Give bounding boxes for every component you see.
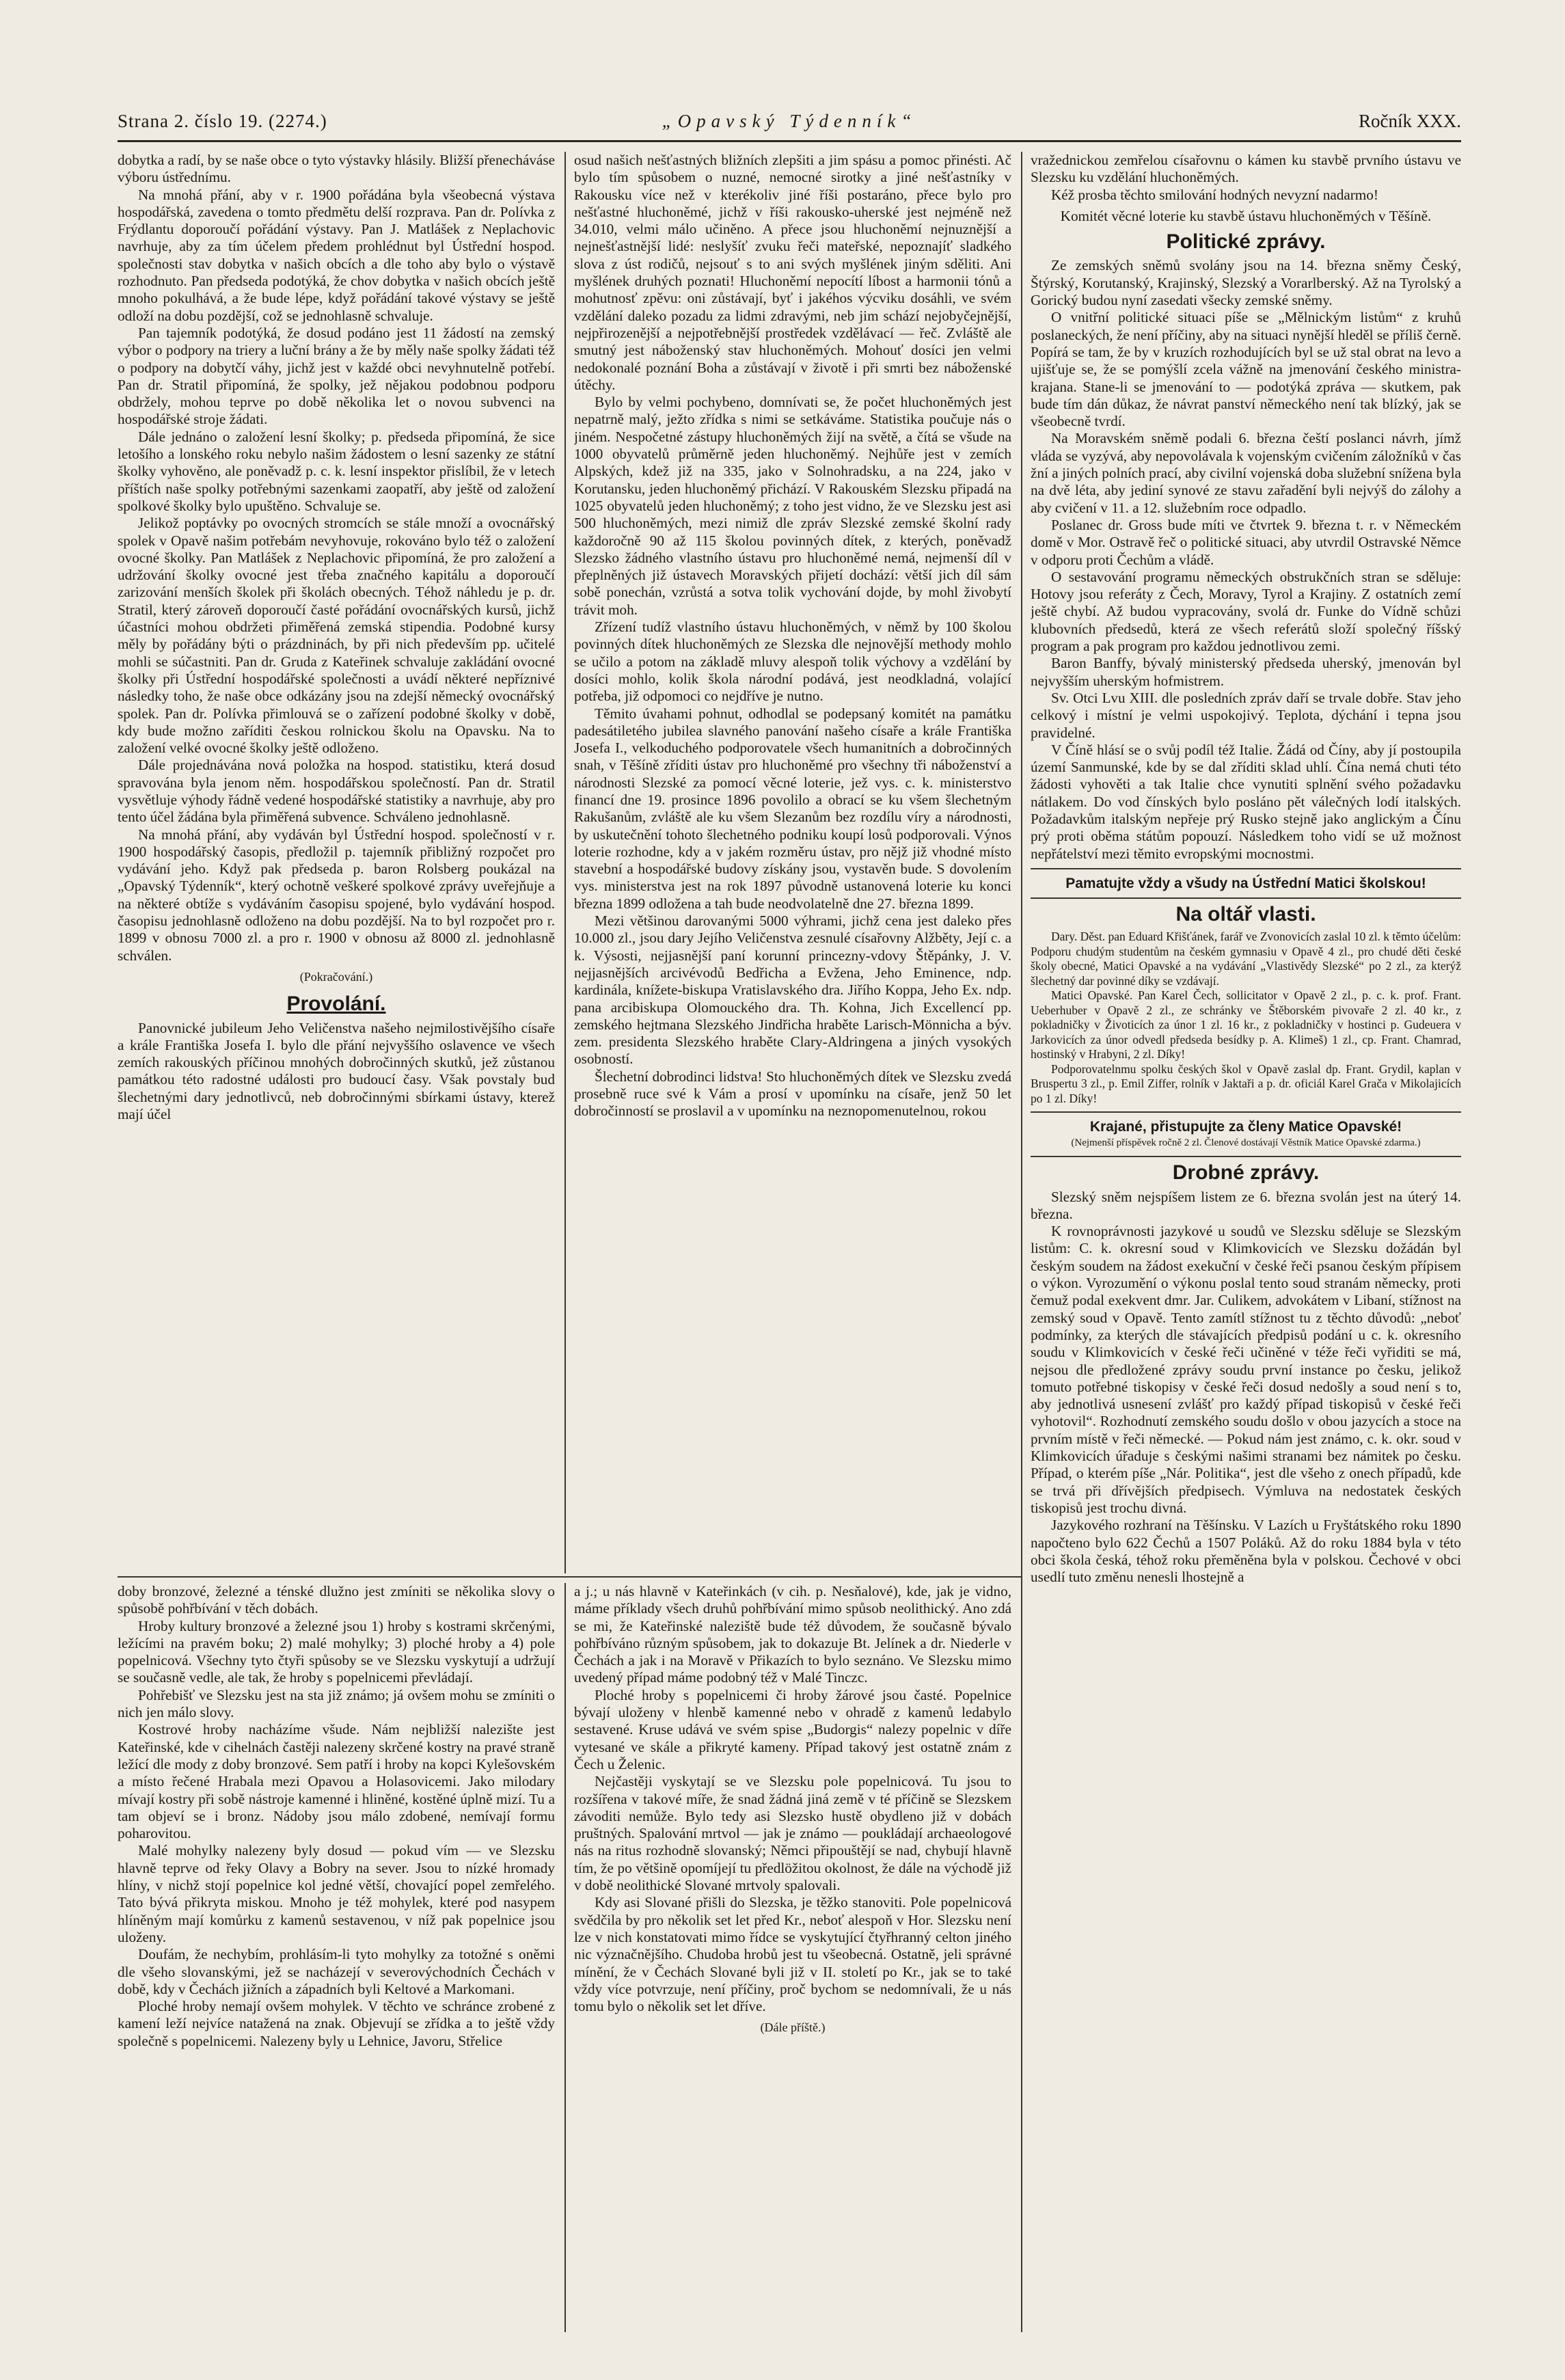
paragraph: Dále jednáno o založení lesní školky; p. předseda připomíná, že sice letošího a lonského roku nebylo našim žádostem o lesní sazenky ze státní školky vyhověno, ale poněvadž p. c. k. lesní inspektor přislíbil, že v letech příštích naše spolky potřebnými sazenkami zaopatří, aby ještě od založení spolkové školky bylo upuštěno. Schvaluje se. [118, 428, 555, 514]
paragraph: Ze zemských sněmů svolány jsou na 14. března sněmy Český, Štýrský, Korutanský, Krajinský, Slezský a Vorarlberský. Až na Tyrolský a Gorický budou nyní zasedati všecky zemské sněmy. [1031, 257, 1461, 309]
paragraph: Ploché hroby nemají ovšem mohylek. V těchto ve schránce zrobené z kamení leží nejvíce natažená na znak. Objevují se zřídka a to ještě vždy společně s popelnicemi. Nalezeny byly u Lehnice, Javoru, Střelice [118, 1998, 555, 2049]
donation-paragraph: Dary. Děst. pan Eduard Křišťánek, farář ve Zvonovicích zaslal 10 zl. k těmto účelům: Podporu chudým studentům na českém gymnasiu v Opavě 4 zl., pro chudé děti české školy obecné, Matici Opavské a na vydávání „Vlastivědy Slezské“ po 2 zl., za kterýž šlechetný dar povinné díky se vzdávají. [1031, 930, 1461, 988]
divider [1031, 1111, 1461, 1113]
paragraph: Slezský sněm nejspíšem listem ze 6. března svolán jest na úterý 14. března. [1031, 1188, 1461, 1222]
komitet-signature: Komitét věcné loterie ku stavbě ústavu hluchoněmých v Těšíně. [1060, 207, 1432, 224]
paragraph: Jelikož poptávky po ovocných stromcích se stále množí a ovocnářský spolek v Opavě našim potřebám nevyhovuje, rokováno bylo též o založení ovocné školky. Pan Matlášek z Neplachovic připomíná, že pro založení a udržování školky ovocné jest třeba značného kapitálu a doporoučí zarizování menších školek při školách obecných. Téhož náhledu je p. dr. Stratil, který zároveň doporoučí časté pořádání ovocnářských kursů, jichž účastníci mohou obdržeti přiměřená zemská stipendia. Podobné kursy měly by pořádány býti o prázdninách, by při nich především pp. učitelé mohli se súčastniti. Pan dr. Gruda z Kateřinek schvaluje zakládání ovocné školky při Ústřední hospodářské společnosti a uvádí některé nepříznivé následky toho, že naše obce odkázány jsou na zdejší německý ovocnářský spolek. Pan dr. Polívka přimlouvá se o zařízení podobné školky v době, kdy bude možno zaříditi českou rolnickou školu na Opavsku. Na to založení velké ovocné školky ještě odloženo. [118, 515, 555, 757]
paragraph: Malé mohylky nalezeny byly dosud — pokud vím — ve Slezsku hlavně teprve od řeky Olavy a Bobry na sever. Jsou to nízké hromady hlíny, v nichž stojí popelnice kol jedné větší, chovající popel zemřelého. Tato bývá přikryta miskou. Mnoho je též mohylek, které pod nasypem hlíněným mají komůrku z kamenů sestavenou, v níž pak popelnice jsou uloženy. [118, 1842, 555, 1945]
donation-paragraph: Podporovatelnmu spolku českých škol v Opavě zaslal dp. Frant. Grydil, kaplan v Bruspertu 3 zl., p. Emil Ziffer, rolník v Jaktaři a p. dr. oficiál Karel Grača v Mikolajicích po 1 zl. Díky! [1031, 1061, 1461, 1105]
lower-column-2 [574, 1583, 1011, 2332]
paragraph: Mezi většinou darovanými 5000 výhrami, jichž cena jest daleko přes 10.000 zl., jsou dary Jejího Veličenstva zesnulé císařovny Alžběty, Její c. a k. Výsosti, nejjasnější paní korunní princezny-vdovy Štěpánky, J. V. nejjasnějších arcivévodů Bedřicha a Evžena, Jeho Eminence, ndp. kardinála, knížete-biskupa Vratislavského dra. Jiřího Koppa, Jeho Ex. ndp. pana arcibiskupa Olomouckého dra. Th. Kohna, Jich Excellencí pp. zemského hejtmana Slezského Jindřicha hraběte Larisch-Mönnicha a býv. zem. presidenta Slezského hraběte Clary-Aldringena a jiných vysokých osobností. [574, 912, 1011, 1068]
paragraph: Jazykového rozhraní na Těšínsku. V Lazích u Fryštátského roku 1890 napočteno bylo 622 Čechů a 1507 Poláků. Až do roku 1884 byla v této obci škola česká, téhož roku přeměněna byla v polskou. Čechové v obci usedlí tuto změnu nenesli lhostejně a [1031, 1517, 1461, 1586]
column-divider [564, 152, 566, 1573]
section-title-politicke-zpravy: Politické zprávy. [1166, 230, 1326, 254]
paragraph: Na mnohá přání, aby v r. 1900 pořádána byla všeobecná výstava hospodářská, zavedena o tomto předmětu delší rozprava. Pan dr. Polívka z Frýdlantu doporoučí pořádání výstavy. Pan J. Matlášek z Neplachovic navrhuje, aby za tím účelem předem prohlédnut byl Ústřední hospod. společnosti stav dobytka v našich obcích a dle toho aby bylo o výstavě rozhodnuto. Pan předseda podotýká, že chov dobytka v našich obcích ještě mnoho pokulhává, a že bude lépe, když pořádání takové výstavy se ještě odloží na dobu pozdější, což se jednohlasně schvaluje. [118, 186, 555, 324]
section-title-drobne-zpravy: Drobné zprávy. [1172, 1161, 1320, 1185]
paragraph: Těmito úvahami pohnut, odhodlal se podepsaný komitét na památku padesátiletého jubilea slavného panování našeho císaře a krále Františka Josefa I., velkoduchého podporovatele všech humanitních a dobročinných snah, v Těšíně zříditi ústav pro hluchoněmé pro všechny tři náboženství a národnosti Slezské za pomocí věcné loterie, jež vys. c. k. ministerstvo financí dne 19. prosince 1896 povolilo a obrací se ku všem šlechetným Rakušanům, zvláště ale ku všem Slezanům bez rozdílu víry a národnosti, by uskutečnění tohoto šlechetného podniku koupí losů podporovali. Výnos loterie rozhodne, kdy a v jakém rozměru ústav, pro nějž již vhodné místo stavební a hospodářské budovy získány jsou, vystavěn bude. S dovolením vys. ministerstva jest na rok 1897 původně ustanovená loterie ku konci března 1899 odložena a tah bude neodvolatelně dne 27. března 1899. [574, 705, 1011, 912]
donation-paragraph: Matici Opavské. Pan Karel Čech, sollicitator v Opavě 2 zl., p. c. k. prof. Frant. Ueberhuber v Opavě 2 zl., ze schránky ve Štěborském pivovaře 2 zl. 40 kr., z pokladničky v Životicích za únor 1 zl. 16 kr., z pokladničky v hostinci p. Gudeuera v Jarkovicích za únor odvedl předseda besídky p. A. Klimeš) 1 zl., cp. Frant. Chamrad, hostinský v Hrabyni, 2 zl. Díky! [1031, 988, 1461, 1061]
paragraph: V Číně hlásí se o svůj podíl též Italie. Žádá od Číny, aby jí postoupila území Sanmunské, kde by se dal zříditi sklad uhlí. Čína nemá chuti této žádosti vyhověti a tak Italie chce vynutiti splnění svého požadavku nátlakem. Do vod čínských bylo posláno pět válečných lodí italských. Požadavkům italským nepřeje prý Rusko stejně jako anglickým a Čínu prý proti oběma státům popouzí. Následkem toho vidí se už možnost nepřátelství mezi těmito evropskými mocnostmi. [1031, 741, 1461, 862]
paragraph: doby bronzové, železné a ténské dlužno jest zmíniti se několika slovy o spůsobě pohřbívání v těch dobách. [118, 1583, 555, 1617]
paragraph: a j.; u nás hlavně v Kateřinkách (v cih. p. Nesňalové), kde, jak je vidno, máme příklady všech druhů pohřbívání mimo spůsob neolithický. Ano zdá se mi, že Kateřinské naleziště bude též důvodem, že současně bývalo pohřbíváno různým spůsobem, jak to dokazuje Bt. Jelínek a dr. Niederle v Čechách a jak i na Moravě v Přikazích to bylo seznáno. Ve Slezsku mimo uvedený případ máme podobný též v Malé Tinczc. [574, 1583, 1011, 1686]
continuation-note: (Dále příště.) [760, 2020, 826, 2035]
paragraph: Zřízení tudíž vlastního ústavu hluchoněmých, v němž by 100 školou povinných dítek hluchoněmých ze Slezska dle nejnovější methody mohlo se učilo a potom na základě mluvy alespoň tolik výchovy a vzdělání by dosíci mohlo, kolik škola národní podává, jest neodkladná, volající potřeba, již odpomoci co nejdříve je nutno. [574, 619, 1011, 705]
paragraph: osud našich nešťastných bližních zlepšiti a jim spásu a pomoc přinésti. Ač bylo tím spůsobem o nuzné, nemocné sirotky a jiné nešťastníky v Rakousku více než v kterékoliv jiné říši postaráno, přece bylo pro nešťastné hluchoněmé, jichž v říši rakousko-uherské jest nejméně než 34.010, velmi málo učiněno. A přece jsou hluchoněmí nejnuznější a nejnešťastnější lidé: neslyšíť zvuku řeči mateřské, nepoznajíť sladkého slova z úst rodičů, nejsouť s to ani svých myšlének jiným sděliti. Ani myšlének druhých poznati! Hluchoněmí nepocítí líbost a harmonii tónů a mohutnosť zpěvu: oni zůstávají, byť i jakéhos výcviku dosáhli, ve svém vzdělání daleko pozadu za lidmi zdravými, neb jim schází nejobyčejnější, nejpřirozenější a nejpotřebnější prostředek vzdělávací — řeč. Zvláště ale smutný jest náboženský stav hluchoněmých. Mohouť dosíci jen velmi nedokonalé poznání Boha a zůstávají v životě i při smrti bez náboženské útěchy. [574, 152, 1011, 393]
paragraph: Hroby kultury bronzové a železné jsou 1) hroby s kostrami skrčenými, ležícími na pravém boku; 2) malé mohylky; 3) ploché hroby a 4) pole popelnicová. Všechny tyto čtyři spůsoby se ve Slezsku vyskytují a udržují se současně vedle, ale tak, že hroby s popelnicemi převládají. [118, 1617, 555, 1686]
page-header [118, 111, 1461, 138]
column-3 [1031, 152, 1461, 2332]
volume-number: Ročník XXX. [1359, 111, 1461, 131]
paragraph: Kostrové hroby nacházíme všude. Nám nejbližší nalezište jest Kateřinské, kde v cihelnách častěji nalezeny skrčené kostry na pravé straně ležící dle mody z doby bronzové. Sem patří i hroby na kopci Kylešovském a místo řečené Hrabala mezi Opavou a Holasovicemi. Jako milodary mívají kostry při sobě nástroje kamenné i hliněné, kostěné úplně mizí. Tu a tam objeví se i bronz. Nádoby jsou málo zdobené, nemívají formu poharovitou. [118, 1721, 555, 1842]
divider [1031, 868, 1461, 869]
column-1 [118, 152, 555, 1573]
paragraph: Dále projednávána nová položka na hospod. statistiku, která dosud spravována byla jenom něm. hospodářskou společností. Pan dr. Stratil vysvětluje výhody řádně vedené hospodářské statistiky a navrhuje, aby pro tento účel žádána byla přiměřená subvence. Schváleno jednohlasně. [118, 757, 555, 826]
paragraph: Poslanec dr. Gross bude míti ve čtvrtek 9. března t. r. v Německém domě v Mor. Ostravě řeč o politické situaci, aby utvrdil Ostravské Němce v odporu proti Čechům a vládě. [1031, 516, 1461, 568]
paragraph: Pohřebišť ve Slezsku jest na sta již známo; já ovšem mohu se zmíniti o nich jen málo slovy. [118, 1686, 555, 1721]
column-divider [564, 1583, 566, 2332]
paragraph: vražednickou zemřelou císařovnu o kámen ku stavbě prvního ústavu ve Slezsku ku vzdělání hluchoněmých. [1031, 152, 1461, 186]
paragraph: Nejčastěji vyskytají se ve Slezsku pole popelnicová. Tu jsou to rozšířena v takové míře, že snad žádná jiná země v té příčině se Slezskem závoditi nemůže. Bylo tedy asi Slezsko hustě obydleno již v dobách pruštných. Spalování mrtvol — jak je známo — poukládají archaeologové nás na ritus rozhodně slovanský; Němci připouštějí se nad, chybují hlavně tím, že po většině opomíjejí tu předlöžitou okolnost, že dále na východě již v době neolithické Slované mrtvoly spalovali. [574, 1773, 1011, 1894]
header-rule [118, 140, 1461, 142]
paragraph: O sestavování programu německých obstrukčních stran se sděluje: Hotovy jsou referáty z Čech, Moravy, Tyrol a Krajiny. Z ostatních zemí ještě chybí. Až budou vypracovány, svolá dr. Funke do Vídně schůzi klubovních předsedů, která ze všech referátů složí společný říšský program a pak program pro každou jednotlivou zemi. [1031, 568, 1461, 655]
paragraph: O vnitřní politické situaci píše se „Mělnickým listům“ z kruhů poslaneckých, že není příčiny, aby na situaci nynější hleděl se příliš černě. Popírá se tam, že by v kruzích rozhodujících byl se už stal obrat na levo a ujišťuje se, že se pomýšlí zcela vážně na jmenování českého ministra-krajana. Stane-li se jmenování to — podotýká zpráva — skutkem, pak bude tím dán důkaz, že návrat panství německého není tak blízký, jak se všeobecně tvrdí. [1031, 309, 1461, 430]
paragraph: Šlechetní dobrodinci lidstva! Sto hluchoněmých dítek ve Slezsku zvedá prosebně ruce své k Vám a prosí v upomínku na císaře, jenž 50 let dobročinností se proslavil a v upomínku na neznopomenutelnou, rokou [574, 1068, 1011, 1120]
paragraph: Na mnohá přání, aby vydáván byl Ústřední hospod. společností v r. 1900 hospodářský časopis, předložil p. tajemník přibližný rozpočet pro vydávání jeho. Když pak předseda p. baron Rolsberg poukázal na „Opavský Týdenník“, který ochotně veškeré spolkové zprávy uveřejňuje a na některé obtíže s vydáváním časopisu spojené, bylo vydávání hospod. časopisu jednohlasně odloženo na dobu pozdější. Na to byl rozpočet pro r. 1899 v obnosu 7000 zl. a pro r. 1900 v obnosu až 8000 zl. jednohlasně schválen. [118, 826, 555, 964]
divider [1031, 897, 1461, 899]
krajane-appeal: Krajané, přistupujte za členy Matice Opavské! [1089, 1119, 1402, 1135]
divider [1031, 1156, 1461, 1157]
horizontal-divider [118, 1576, 1021, 1578]
paragraph: K rovnoprávnosti jazykové u soudů ve Slezsku sděluje se Slezským listům: C. k. okresní soud v Klimkovicích ve Slezsku dožádán byl českým soudem na žádost exekuční v české řeči psanou českým přípisem o výkon. Vyrozumění o výkonu poslal tento soud stranám německy, proti čemuž podal exekvent dmr. Jar. Culikem, advokátem v Libaní, stížnost na zemský soud v Opavě. Tento zamítl stížnost tu z těchto důvodů: „neboť podmínky, za kterých dle stávajících předpisů podání u c. k. okresního soudu v Klimkovicích v české řeči učiněné v téže řeči vyřiditi se má, nejsou dle předložené zprávy soudu první instance po česku, jelikož tomuto potřebné tiskopisy v české řeči dosud nedošly a soud není s to, aby jednotlivá usnesení zvlášť pro každý případ tiskopisů v české řeči vyhotovil“. Rozhodnutí zemského soudu došlo v obou jazycích a stoce na prvním místě v řeči německé. — Pokud nám jest známo, c. k. okr. soud v Klimkovicích úřaduje s českými našimi stranami bez námitek po česku. Případ, o kterém píše „Nár. Politika“, jest dle všeho z onech případů, kde se trvá při dřívějších předpisech. Výmluva na nedostatek českých tiskopisů jest trochu divná. [1031, 1223, 1461, 1516]
paragraph: Kéž prosba těchto smilování hodných nevyzní nadarmo! [1051, 186, 1378, 203]
column-2 [574, 152, 1011, 1573]
section-title-provolani: Provolání. [286, 992, 386, 1016]
lower-column-1 [118, 1583, 555, 2332]
matice-banner: Pamatujte vždy a všudy na Ústřední Matici školskou! [1065, 875, 1426, 891]
paragraph: Ploché hroby s popelnicemi či hroby žárové jsou časté. Popelnice bývají uloženy v hlenbě kamenné nebo v ohradě z kamenů ledabylo sestavené. Kruse udává ve svém spise „Budorgis“ nalezy popelnic v díře vytesané ve skále a přikryté kameny. Případ takový jest ostatně znám z Čech u Želenic. [574, 1686, 1011, 1772]
paragraph: dobytka a radí, by se naše obce o tyto výstavky hlásily. Bližší přenecháváse výboru ústřednímu. [118, 152, 555, 186]
krajane-note: (Nejmenší příspěvek ročně 2 zl. Členové dostávají Věstník Matice Opavské zdarma.) [1071, 1137, 1421, 1148]
paragraph: Kdy asi Slované přišli do Slezska, je těžko stanoviti. Pole popelnicová svědčila by pro několik set let před Kr., neboť alespoň v Hor. Slezsku není lze v nich konstatovati mimo řídce se vyskytující čtyřhranný celton jiného nic význačnějšího. Chudoba hrobů jest tu všeobecná. Ostatně, jeli správné mínění, že v Čechách Slované byli již v II. století po Kr., jak se to také vždy více potvrzuje, není příčiny, proč bychom se nedomnívali, že u nás tomu bylo o několik set let dříve. [574, 1894, 1011, 2015]
paragraph: Sv. Otci Lvu XIII. dle posledních zpráv daří se trvale dobře. Stav jeho celkový i místní je velmi uspokojivý. Teplota, dýchání i tepna jsou pravidelné. [1031, 689, 1461, 741]
paragraph: Panovnické jubileum Jeho Veličenstva našeho nejmilostivějšího císaře a krále Františka Josefa I. bylo dle přání nejvyššího oslavence ve všech zemích rakouských příčinou mnohých dobročinných skutků, jež zůstanou památkou této radostné události pro budoucí časy. Však povstaly bud šlechetnými dary jednotlivců, neb dobročinnými sbírkami ústavy, kterež mají účel [118, 1019, 555, 1123]
paragraph: Baron Banffy, bývalý ministerský předseda uherský, jmenován byl nejvyšším uherským hofmistrem. [1031, 655, 1461, 689]
column-divider [1021, 152, 1022, 2332]
continuation-note: (Pokračování.) [299, 969, 373, 984]
section-title-na-oltar-vlasti: Na oltář vlasti. [1175, 903, 1316, 926]
paragraph: Bylo by velmi pochybeno, domnívati se, že počet hluchoněmých jest nepatrně malý, ježto zřídka s nimi se setkáváme. Statistika poučuje nás o jiném. Nespočetné zástupy hluchoněmých žijí na světě, a čítá se všude na 1000 obyvatelů průměrně jeden hluchoněmý. Nejhůře jest v zemích Alpských, kdež již na 335, jako v Solnohradsku, a na 224, jako v Korutansku, jeden hluchoněmý přichází. V Rakouském Slezsku připadá na 1025 obyvatelů jeden hluchoněmý; z toho jest vidno, že ve Slezsku jest asi 500 hluchoněmých, mezi nimiž dle zpráv Slezské zemské školní rady každoročně 90 až 115 školou povinných dítek, z kterých, poněvadž Slezsko žádného vlastního ústavu pro hluchoněmé nemá, nejmenší díl v přeplněných již ústavech Moravských přijetí dochází: větší jich díl sám sobě ponechán, vzrůstá a sotva tolik vychování dojde, by mohl živobytí trávit moh. [574, 394, 1011, 618]
paragraph: Na Moravském sněmě podali 6. března čeští poslanci návrh, jímž vláda se vyzývá, aby nepovolávala k vojenským cvičením záložníků v čas žní a jiných polních prací, aby civilní vojenská doba služební snížena byla na dvě léta, aby jediní synové ze stavu zařadění byli nejvýš do zálohy a aby cvičení v 11. a 12. služebním roce odpadlo. [1031, 430, 1461, 516]
paragraph: Doufám, že nechybím, prohlásím-li tyto mohylky za totožné s oněmi dle všeho slovanskými, jež se nacházejí v severovýchodních Čechách v době, kdy v Čechách jižních a západních byli Keltové a Markomani. [118, 1946, 555, 1997]
paragraph: Pan tajemník podotýká, že dosud podáno jest 11 žádostí na zemský výbor o podpory na triery a luční brány a že by měly naše spolky žádati též o podpory na dobytčí váhy, jichž jest v každé obci nevyhnutelně potřebí. Pan dr. Stratil připomíná, že spolky, jež nějakou podobnou podporu obdržely, mohou teprve po době několika let o novou subvenci na hospodářské stroje žádati. [118, 324, 555, 428]
newspaper-title: „Opavský Týdenník“ [662, 111, 917, 131]
page-number: Strana 2. číslo 19. (2274.) [118, 111, 327, 131]
